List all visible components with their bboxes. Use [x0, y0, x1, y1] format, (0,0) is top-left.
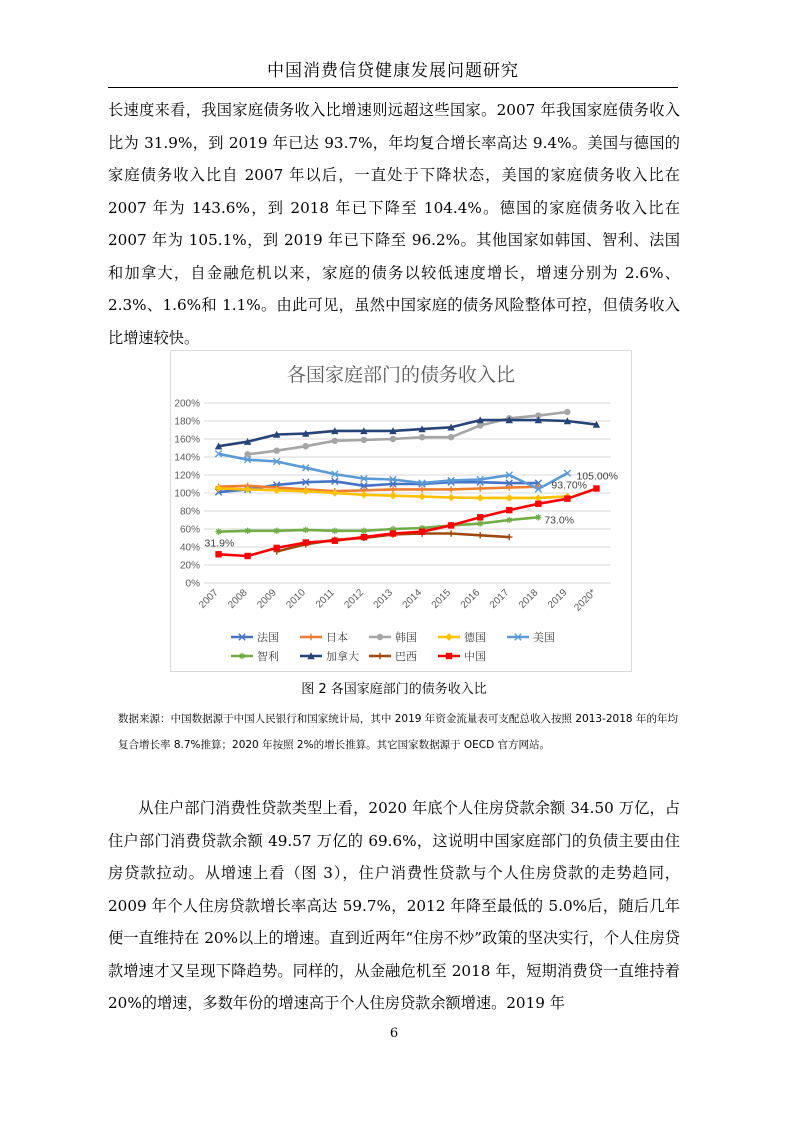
legend-marker: [377, 653, 383, 659]
legend-label: 韩国: [395, 632, 417, 644]
data-point: [419, 434, 425, 440]
legend-label: 美国: [533, 632, 555, 644]
y-tick-label: 160%: [174, 434, 200, 446]
x-tick-label: 2010: [284, 587, 308, 611]
series-智利: [215, 514, 541, 535]
data-point: [477, 532, 483, 538]
body-paragraph-1: 长速度来看，我国家庭债务收入比增速则远超这些国家。2007 年我国家庭债务收入比为 31.9%，到 2019 年已达 93.7%，年均复合增长率高达 9.4%。美国与德国的家庭债务收入比自 2007 年以后，一直处于下降状态，美国的家庭债务收入比在 2007 年为 143.6%，到 2018 年已下降至 104.4%。德国的家庭债务收入比在 2007 年为 105.1%，到 2019 年已下降至 96.2%。其他国家如韩国、智利、法国和加拿大，自金融危机以来，家庭的债务以较低速度增长，增速分别为 2.6%、2.3%、1.6%和 1.1%。由此可见，虽然中国家庭的债务风险整体可控，但债务收入比增速较快。: [108, 101, 680, 347]
data-point: [215, 551, 221, 557]
data-label: 73.0%: [544, 514, 575, 527]
data-label: 31.9%: [204, 537, 235, 550]
data-point: [506, 517, 512, 523]
y-tick-label: 0%: [185, 578, 200, 590]
legend-item: [507, 631, 555, 644]
data-point: [360, 491, 367, 498]
data-point: [361, 528, 367, 534]
data-label: 105.00%: [576, 470, 618, 483]
legend-label: 德国: [464, 632, 486, 644]
figure-caption: 图 2 各国家庭部门的债务收入比: [301, 682, 487, 697]
data-point: [535, 514, 541, 520]
y-tick-label: 140%: [174, 452, 200, 464]
chart-title: 各国家庭部门的债务收入比: [286, 365, 516, 386]
legend-item: [438, 649, 486, 663]
x-tick-label: 2008: [226, 587, 250, 611]
legend-label: 法国: [257, 632, 279, 644]
data-point: [477, 514, 483, 520]
x-tick-label: 2018: [516, 587, 541, 611]
debt-income-line-chart: [171, 351, 631, 671]
data-point: [273, 448, 279, 454]
data-point: [303, 539, 309, 545]
x-tick-label: 2013: [371, 587, 396, 611]
data-point: [244, 553, 250, 559]
legend-marker: [446, 653, 452, 659]
x-tick-label: 2015: [429, 587, 454, 611]
data-point: [303, 443, 309, 449]
data-point: [506, 507, 512, 513]
legend-item: [231, 649, 279, 663]
data-point: [215, 529, 221, 535]
chart-container: [170, 350, 632, 672]
data-point: [476, 494, 483, 501]
legend-marker: [377, 634, 383, 640]
legend-label: 中国: [464, 651, 486, 663]
series-line: [219, 517, 539, 531]
y-tick-label: 40%: [179, 542, 200, 554]
legend-item: [300, 630, 348, 644]
data-point: [419, 529, 425, 535]
data-point: [506, 534, 512, 540]
data-point: [448, 486, 454, 492]
x-tick-label: 2017: [487, 587, 512, 611]
y-tick-label: 200%: [174, 398, 200, 410]
data-point: [303, 527, 309, 533]
x-tick-label: 2011: [313, 587, 337, 611]
legend-label: 巴西: [395, 651, 417, 663]
data-point: [332, 528, 338, 534]
data-point: [273, 545, 279, 551]
legend-marker: [239, 653, 245, 659]
x-tick-label: 2014: [400, 587, 425, 611]
data-point: [390, 530, 396, 536]
x-tick-label: 2012: [342, 587, 367, 611]
legend-label: 日本: [326, 632, 348, 644]
legend-marker: [445, 633, 452, 640]
figure-source-note: 数据来源：中国数据源于中国人民银行和国家统计局，其中 2019 年资金流量表可支配总收入按照 2013-2018 年的年均复合增长率 8.7%推算；2020 年按照 2%的增长推算。其它国家数据源于 OECD 官方网站。: [118, 713, 678, 751]
data-point: [332, 438, 338, 444]
data-point: [477, 520, 483, 526]
data-point: [535, 501, 541, 507]
x-tick-label: 2020*: [572, 587, 599, 614]
data-point: [506, 494, 513, 501]
data-point: [390, 436, 396, 442]
legend-label: 加拿大: [326, 651, 359, 663]
legend-item: [438, 631, 486, 644]
y-tick-label: 180%: [174, 416, 200, 428]
y-tick-label: 60%: [179, 524, 200, 536]
y-tick-label: 20%: [179, 560, 200, 572]
page-number: 6: [389, 1026, 399, 1041]
data-point: [564, 495, 570, 501]
data-point: [448, 434, 454, 440]
y-tick-label: 120%: [174, 470, 200, 482]
legend-label: 智利: [257, 651, 279, 663]
data-point: [418, 493, 425, 500]
data-point: [448, 522, 454, 528]
data-point: [535, 494, 542, 501]
body-paragraph-2: 从住户部门消费性贷款类型上看，2020 年底个人住房贷款余额 34.50 万亿，占住户部门消费贷款余额 49.57 万亿的 69.6%，这说明中国家庭部门的负债主要由住房贷款拉动。从增速上看（图 3），住户消费性贷款与个人住房贷款的走势趋同，2009 年个人住房贷款增长率高达 59.7%，2012 年降至最低的 5.0%后，随后几年便一直维持在 20%以上的增速。直到近两年“住房不炒”政策的坚决实行，个人住房贷款增速才又呈现下降趋势。同样的，从金融危机至 2018 年，短期消费贷一直维持着 20%的增速，多数年份的增速高于个人住房贷款余额增速。2019 年: [108, 799, 680, 1012]
x-tick-label: 2009: [255, 587, 279, 611]
data-point: [361, 534, 367, 540]
x-tick-label: 2016: [458, 587, 483, 611]
running-header: 中国消费信贷健康发展问题研究: [108, 56, 678, 88]
data-point: [564, 409, 570, 415]
data-point: [332, 538, 338, 544]
x-tick-label: 2019: [546, 587, 570, 611]
legend-item: [300, 649, 359, 663]
data-point: [477, 485, 483, 491]
legend-item: [369, 630, 417, 644]
series-line: [219, 420, 597, 446]
data-point: [244, 528, 250, 534]
data-point: [593, 485, 599, 491]
legend-item: [231, 630, 279, 644]
data-point: [361, 437, 367, 443]
legend-item: [369, 650, 417, 663]
data-point: [447, 494, 454, 501]
data-point: [448, 530, 454, 536]
legend-marker: [308, 634, 314, 640]
data-label: 93.70%: [551, 479, 588, 492]
x-tick-label: 2007: [197, 587, 221, 611]
y-tick-label: 100%: [174, 488, 200, 500]
y-tick-label: 80%: [179, 506, 200, 518]
